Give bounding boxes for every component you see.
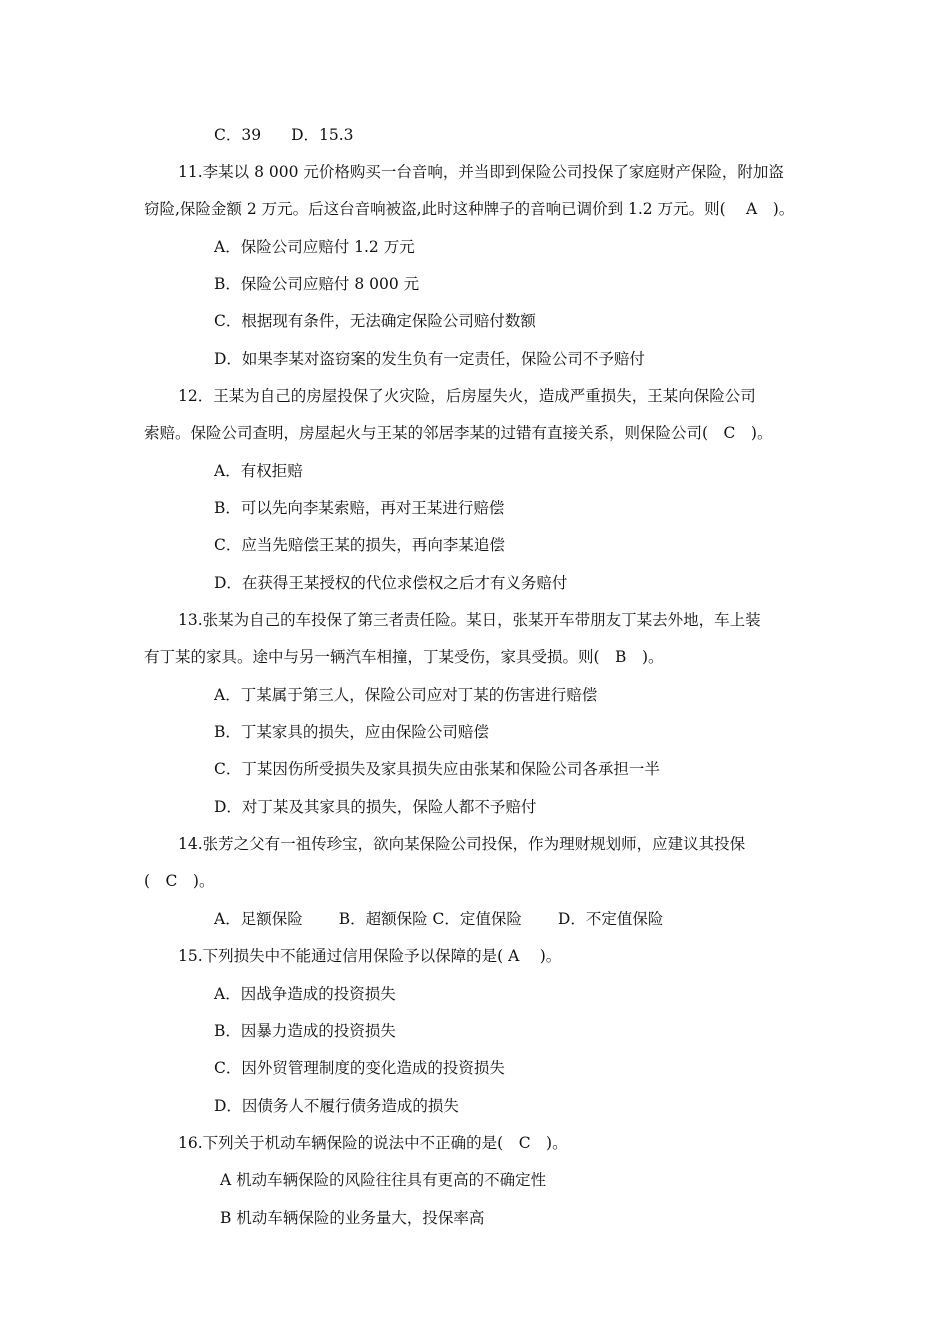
q15-stem: 15.下列损失中不能通过信用保险予以保障的是( A )。 bbox=[178, 947, 562, 965]
q15-option-d: D．因债务人不履行债务造成的损失 bbox=[214, 1097, 459, 1115]
q13-option-c: C．丁某因伤所受损失及家具损失应由张某和保险公司各承担一半 bbox=[214, 760, 660, 778]
q11-option-b: B．保险公司应赔付 8 000 元 bbox=[214, 275, 420, 293]
q16-stem: 16.下列关于机动车辆保险的说法中不正确的是( C )。 bbox=[178, 1134, 568, 1152]
option-d: D．15.3 bbox=[291, 126, 354, 144]
q12-option-c: C．应当先赔偿王某的损失，再向李某追偿 bbox=[214, 536, 505, 554]
q14-option-a: A．足额保险 bbox=[214, 910, 303, 928]
q15-option-a: A．因战争造成的投资损失 bbox=[214, 985, 396, 1003]
q13-stem-line1: 13.张某为自己的车投保了第三者责任险。某日，张某开车带朋友丁某去外地，车上装 bbox=[178, 611, 761, 629]
q11-option-a: A．保险公司应赔付 1.2 万元 bbox=[214, 238, 415, 256]
q12-stem-line1: 12．王某为自己的房屋投保了火灾险，后房屋失火，造成严重损失，王某向保险公司 bbox=[178, 387, 756, 405]
q12-option-b: B．可以先向李某索赔，再对王某进行赔偿 bbox=[214, 499, 505, 517]
q12-stem-line2: 索赔。保险公司查明，房屋起火与王某的邻居李某的过错有直接关系，则保险公司( C )。 bbox=[144, 424, 773, 442]
q16-option-b: B 机动车辆保险的业务量大，投保率高 bbox=[220, 1209, 485, 1227]
q11-stem-line1: 11.李某以 8 000 元价格购买一台音响，并当即到保险公司投保了家庭财产保险，附加盗 bbox=[178, 163, 784, 181]
q12-option-d: D．在获得王某授权的代位求偿权之后才有义务赔付 bbox=[214, 574, 568, 592]
q14-stem-line1: 14.张芳之父有一祖传珍宝，欲向某保险公司投保，作为理财规划师，应建议其投保 bbox=[178, 835, 746, 853]
q14-options bbox=[214, 909, 663, 929]
q16-option-a: A 机动车辆保险的风险往往具有更高的不确定性 bbox=[220, 1171, 547, 1189]
q13-option-a: A．丁某属于第三人，保险公司应对丁某的伤害进行赔偿 bbox=[214, 686, 598, 704]
q13-stem-line2: 有丁某的家具。途中与另一辆汽车相撞，丁某受伤，家具受损。则( B )。 bbox=[144, 648, 664, 666]
q11-option-d: D．如果李某对盗窃案的发生负有一定责任，保险公司不予赔付 bbox=[214, 350, 645, 368]
q15-option-b: B．因暴力造成的投资损失 bbox=[214, 1022, 396, 1040]
q14-option-bc: B．超额保险 C．定值保险 bbox=[338, 910, 522, 928]
q14-option-d: D．不定值保险 bbox=[557, 910, 664, 928]
q14-stem-line2: ( C )。 bbox=[144, 872, 215, 890]
q11-stem-line2: 窃险,保险金额 2 万元。后这台音响被盗,此时这种牌子的音响已调价到 1.2 万元。则( A )。 bbox=[144, 200, 795, 218]
q15-option-c: C．因外贸管理制度的变化造成的投资损失 bbox=[214, 1059, 505, 1077]
option-c: C．39 bbox=[214, 126, 262, 144]
q11-option-c: C．根据现有条件，无法确定保险公司赔付数额 bbox=[214, 312, 536, 330]
q10-options-cd bbox=[214, 125, 354, 145]
q13-option-b: B．丁某家具的损失，应由保险公司赔偿 bbox=[214, 723, 489, 741]
q13-option-d: D．对丁某及其家具的损失，保险人都不予赔付 bbox=[214, 798, 537, 816]
q12-option-a: A．有权拒赔 bbox=[214, 462, 303, 480]
